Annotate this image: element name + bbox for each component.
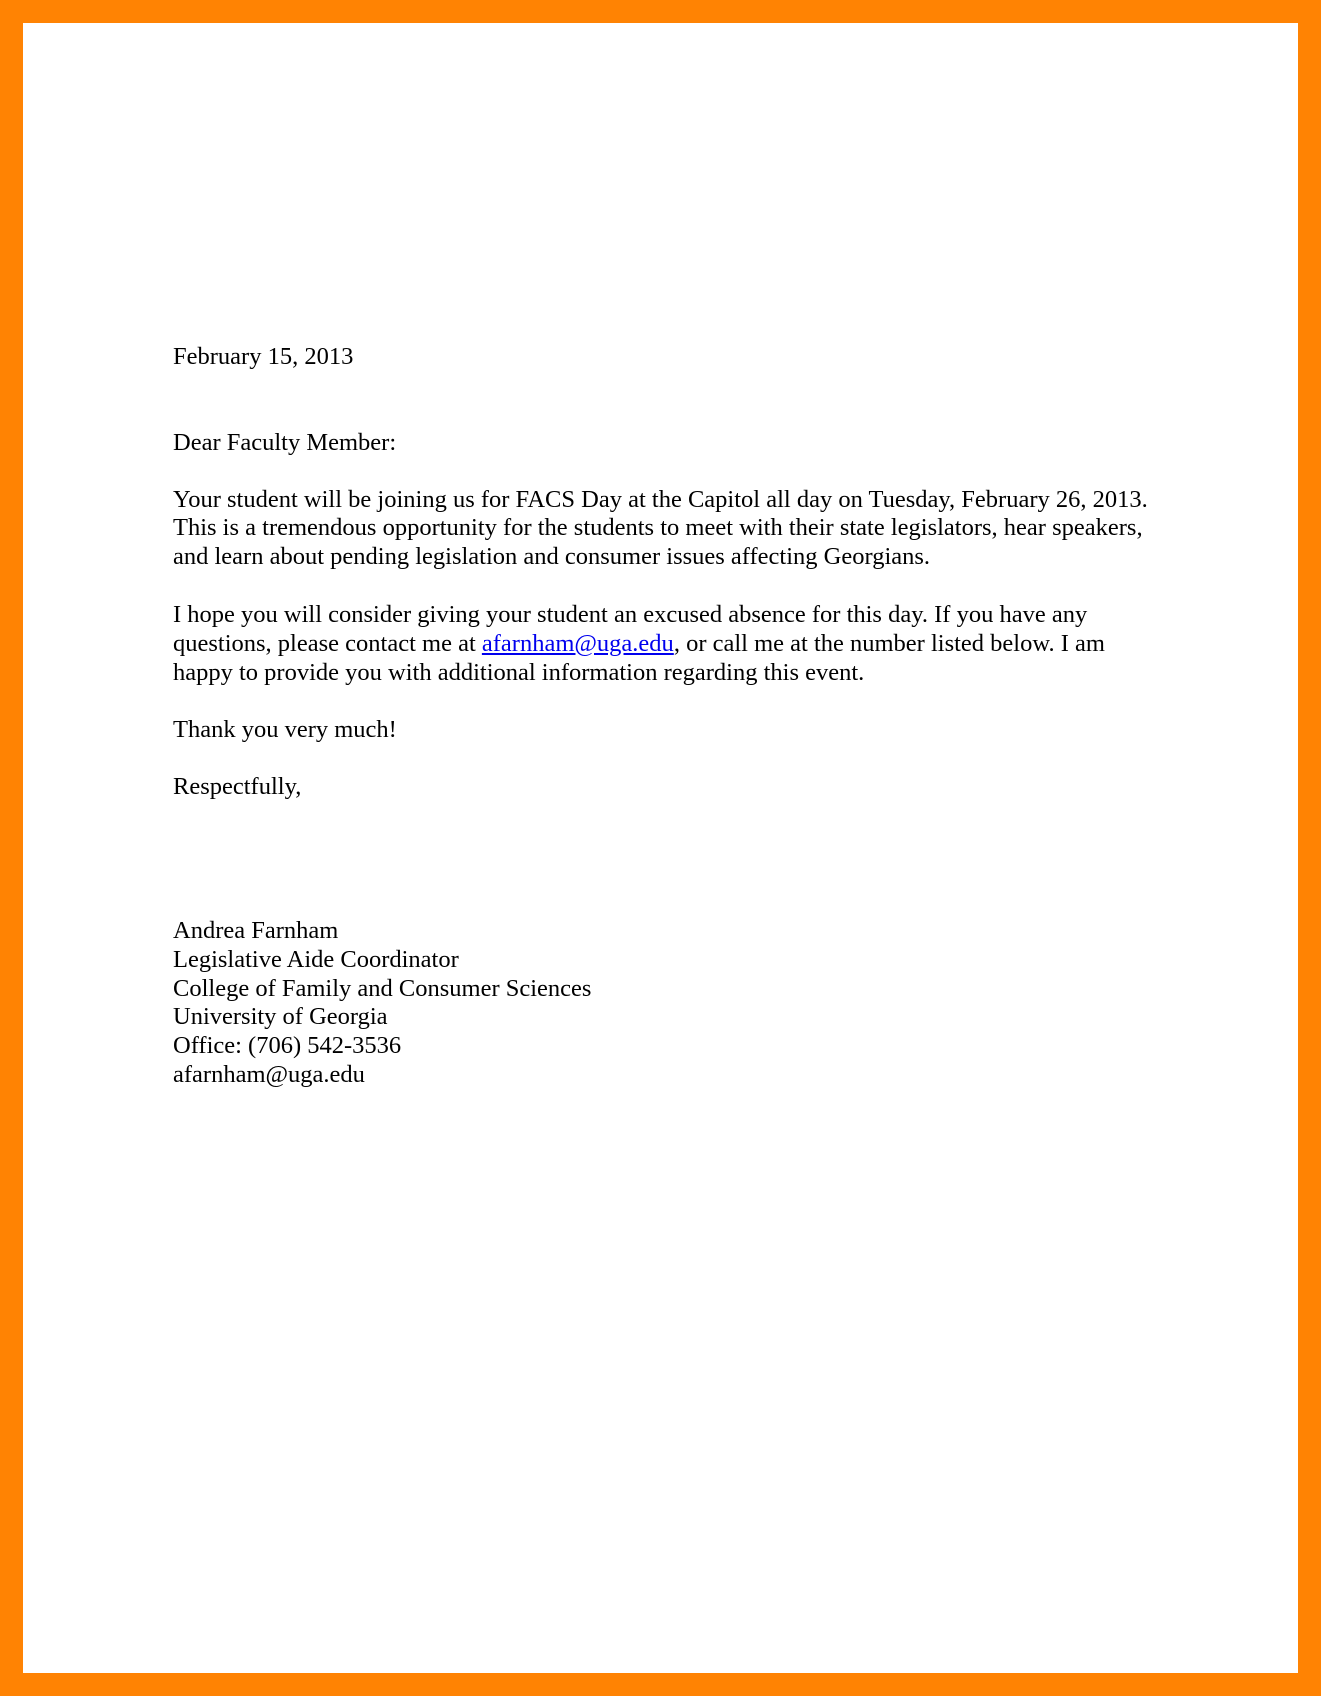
paragraph-absence-text-2: , or call me at the number listed below. I am happy to provide you with additional information regarding this event.	[173, 629, 1105, 686]
letter-date: February 15, 2013	[173, 343, 354, 370]
signature-office-phone: Office: (706) 542-3536	[173, 1032, 402, 1060]
signature-block	[173, 917, 1153, 1090]
paragraph-absence-text-1: I hope you will consider giving your student an excused absence for this day. If you have any questions, please contact me at	[173, 600, 1088, 657]
paragraph-absence-request	[173, 601, 1153, 687]
paragraph-event-info: Your student will be joining us for FACS Day at the Capitol all day on Tuesday, February 26, 2013. This is a tremendous opportunity for the students to meet with their state legislators, hear speakers, and learn about pending legislation and consumer issues affecting Georgians.	[173, 485, 1148, 571]
letter-body	[173, 343, 1153, 1090]
thanks-line: Thank you very much!	[173, 716, 397, 744]
closing-line: Respectfully,	[173, 773, 302, 801]
letter-page	[23, 23, 1298, 1673]
signature-name: Andrea Farnham	[173, 916, 339, 944]
signature-college: College of Family and Consumer Sciences	[173, 974, 592, 1002]
salutation: Dear Faculty Member:	[173, 428, 397, 456]
email-link[interactable]: afarnham@uga.edu	[481, 629, 674, 657]
signature-university: University of Georgia	[173, 1003, 388, 1031]
signature-title: Legislative Aide Coordinator	[173, 945, 459, 973]
signature-email: afarnham@uga.edu	[173, 1060, 365, 1088]
